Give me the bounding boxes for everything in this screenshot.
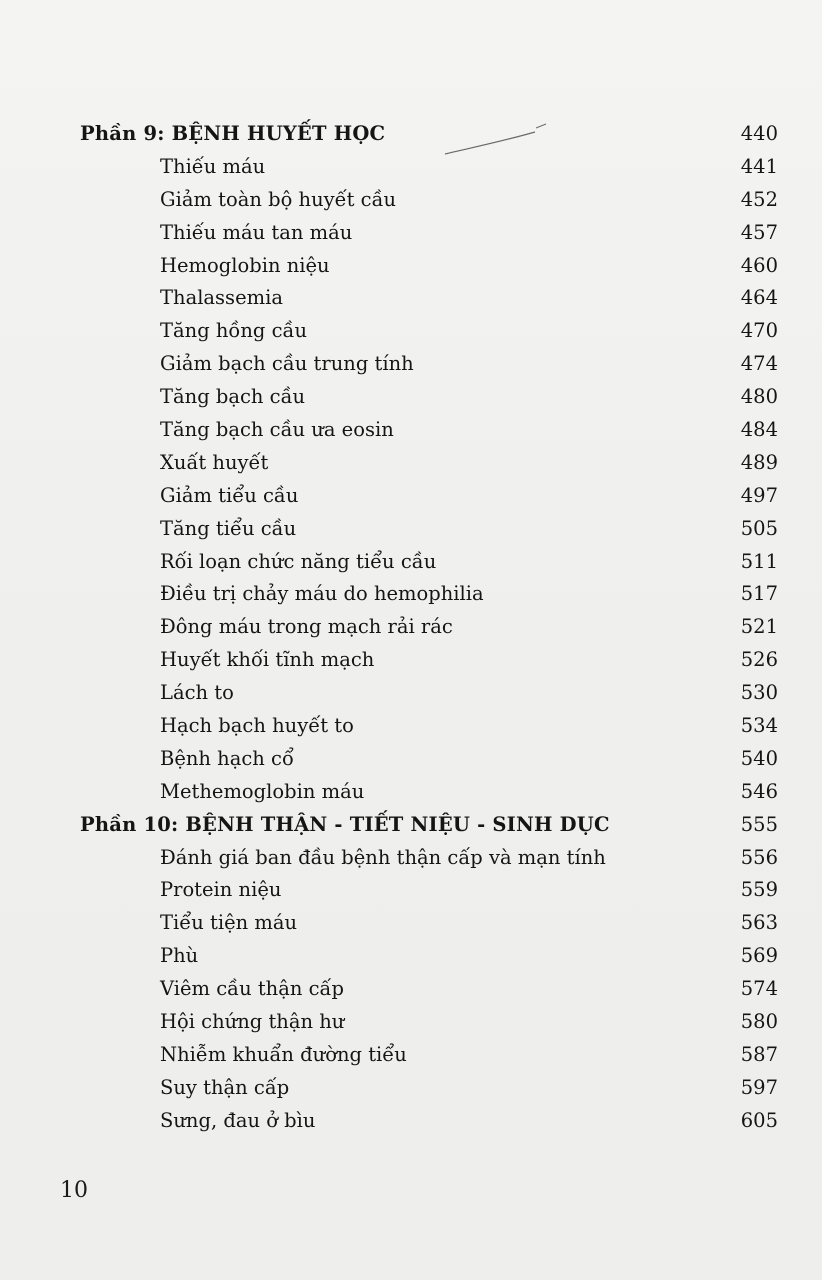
entry-title: Giảm tiểu cầu (160, 483, 299, 507)
entry-page-number: 605 (740, 1108, 778, 1132)
entry-page-number: 470 (740, 319, 778, 343)
entry-title: Sưng, đau ở bìu (160, 1108, 316, 1132)
entry-title: Viêm cầu thận cấp (160, 977, 344, 1001)
toc-entry (80, 315, 780, 348)
entry-title: Tăng bạch cầu (160, 385, 306, 409)
toc-entry (80, 973, 780, 1006)
entry-page-number: 559 (740, 878, 778, 902)
entry-title: Protein niệu (160, 878, 282, 902)
entry-title: Xuất huyết (160, 450, 269, 474)
toc-entry (80, 348, 780, 381)
entry-page-number: 452 (740, 187, 778, 211)
entry-title: Nhiễm khuẩn đường tiểu (160, 1042, 407, 1066)
toc-entry (80, 874, 780, 907)
entry-title: Tiểu tiện máu (160, 911, 298, 935)
entry-title: Hội chứng thận hư (160, 1010, 345, 1034)
toc-entry (80, 1105, 780, 1138)
page-number: 10 (60, 1178, 88, 1203)
toc-entry (80, 1072, 780, 1105)
entry-page-number: 480 (740, 385, 778, 409)
entry-page-number: 441 (740, 154, 778, 178)
entry-page-number: 580 (740, 1010, 778, 1034)
entry-page-number: 457 (740, 220, 778, 244)
toc-entry (80, 546, 780, 579)
entry-page-number: 546 (740, 779, 778, 803)
entry-page-number: 569 (740, 944, 778, 968)
toc-entry (80, 710, 780, 743)
entry-page-number: 563 (740, 911, 778, 935)
toc-entry (80, 776, 780, 809)
entry-title: Lách to (160, 681, 234, 705)
toc-entry (80, 414, 780, 447)
toc-entry (80, 1039, 780, 1072)
toc-entry (80, 907, 780, 940)
table-of-contents (80, 118, 780, 1138)
entry-title: Bệnh hạch cổ (160, 746, 294, 770)
toc-entry (80, 677, 780, 710)
entry-title: Phù (160, 944, 199, 968)
entry-page-number: 530 (740, 681, 778, 705)
section-page-number: 555 (740, 812, 778, 836)
entry-title: Thalassemia (160, 286, 283, 310)
toc-entry (80, 513, 780, 546)
entry-page-number: 460 (740, 253, 778, 277)
entry-page-number: 556 (740, 845, 778, 869)
entry-title: Đánh giá ban đầu bệnh thận cấp và mạn tính (160, 845, 606, 869)
entry-title: Rối loạn chức năng tiểu cầu (160, 549, 437, 573)
entry-page-number: 587 (740, 1042, 778, 1066)
entry-title: Tăng hồng cầu (160, 319, 308, 343)
entry-title: Hemoglobin niệu (160, 253, 330, 277)
entry-title: Giảm bạch cầu trung tính (160, 352, 414, 376)
entry-title: Đông máu trong mạch rải rác (160, 615, 453, 639)
section-heading (80, 118, 780, 151)
entry-page-number: 505 (740, 516, 778, 540)
entry-page-number: 474 (740, 352, 778, 376)
section-page-number: 440 (740, 122, 778, 145)
entry-title: Methemoglobin máu (160, 779, 365, 803)
toc-entry (80, 842, 780, 875)
toc-entry (80, 480, 780, 513)
section-title: Phần 9: BỆNH HUYẾT HỌC (80, 122, 386, 145)
entry-page-number: 484 (740, 418, 778, 442)
entry-title: Điều trị chảy máu do hemophilia (160, 582, 484, 606)
entry-title: Thiếu máu tan máu (160, 220, 353, 244)
entry-title: Suy thận cấp (160, 1075, 290, 1099)
entry-page-number: 517 (740, 582, 778, 606)
entry-page-number: 497 (740, 483, 778, 507)
toc-entry (80, 578, 780, 611)
entry-page-number: 597 (740, 1075, 778, 1099)
entry-page-number: 534 (740, 714, 778, 738)
toc-entry (80, 644, 780, 677)
entry-page-number: 574 (740, 977, 778, 1001)
toc-entry (80, 940, 780, 973)
toc-entry (80, 217, 780, 250)
entry-title: Hạch bạch huyết to (160, 714, 354, 738)
toc-entry (80, 611, 780, 644)
toc-entry (80, 743, 780, 776)
entry-page-number: 489 (740, 450, 778, 474)
entry-page-number: 526 (740, 648, 778, 672)
entry-page-number: 511 (740, 549, 778, 573)
entry-page-number: 521 (740, 615, 778, 639)
toc-entry (80, 250, 780, 283)
section-heading (80, 809, 780, 842)
entry-page-number: 540 (740, 746, 778, 770)
section-title: Phần 10: BỆNH THẬN - TIẾT NIỆU - SINH DỤC (80, 812, 610, 836)
toc-entry (80, 151, 780, 184)
toc-entry (80, 184, 780, 217)
toc-entry (80, 1006, 780, 1039)
entry-title: Tăng tiểu cầu (160, 516, 297, 540)
toc-entry (80, 447, 780, 480)
toc-entry (80, 282, 780, 315)
entry-title: Huyết khối tĩnh mạch (160, 648, 375, 672)
toc-entry (80, 381, 780, 414)
entry-title: Thiếu máu (160, 154, 266, 178)
entry-page-number: 464 (740, 286, 778, 310)
entry-title: Giảm toàn bộ huyết cầu (160, 187, 397, 211)
entry-title: Tăng bạch cầu ưa eosin (160, 418, 394, 442)
